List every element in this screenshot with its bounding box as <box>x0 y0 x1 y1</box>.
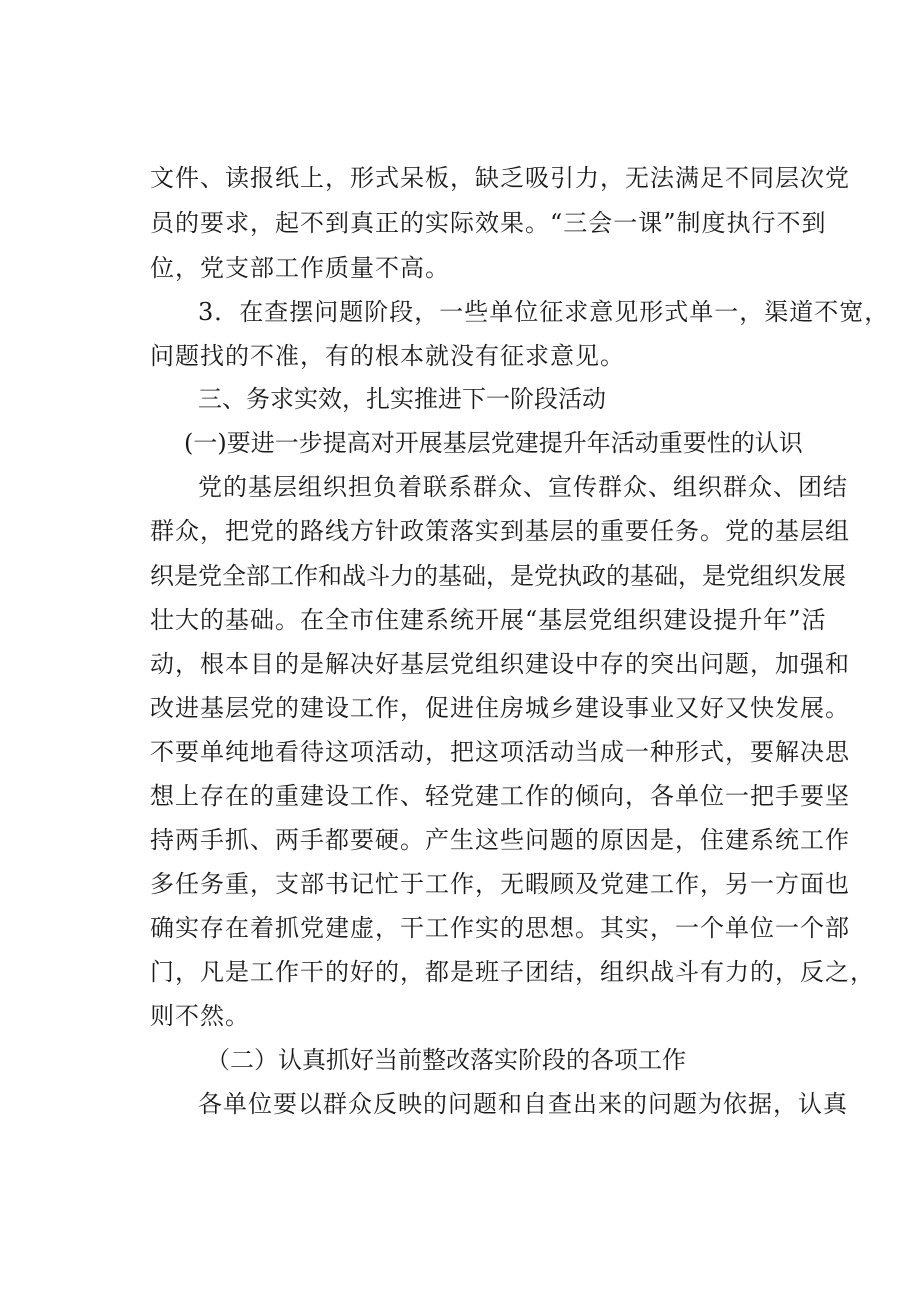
body-text-line: 持两手抓、两手都要硬。产生这些问题的原因是，住建系统工作 <box>150 826 850 854</box>
body-text-line: 织是党全部工作和战斗力的基础，是党执政的基础，是党组织发展 <box>150 562 846 590</box>
list-item-3: 3．在查摆问题阶段，一些单位征求意见形式单一，渠道不宽， <box>198 298 890 326</box>
body-text-line: 员的要求，起不到真正的实际效果。“三会一课”制度执行不到 <box>150 209 827 237</box>
body-text-line: 不要单纯地看待这项活动，把这项活动当成一种形式，要解决思 <box>150 738 850 766</box>
subsection-heading-1: (一)要进一步提高对开展基层党建提升年活动重要性的认识 <box>184 429 803 457</box>
body-text-line: 文件、读报纸上，形式呆板，缺乏吸引力，无法满足不同层次党 <box>150 164 850 192</box>
body-text-line: 多任务重，支部书记忙于工作，无暇顾及党建工作，另一方面也 <box>150 870 850 898</box>
body-text-line: 群众，把党的路线方针政策落实到基层的重要任务。党的基层组 <box>150 517 850 545</box>
paragraph-start: 党的基层组织担负着联系群众、宣传群众、组织群众、团结 <box>198 473 848 501</box>
body-text-line: 门，凡是工作干的好的，都是班子团结，组织战斗有力的，反之， <box>150 958 875 986</box>
body-text-line: 改进基层党的建设工作，促进住房城乡建设事业又好又快发展。 <box>150 694 850 722</box>
body-text-line: 确实存在着抓党建虚，干工作实的思想。其实，一个单位一个部 <box>150 914 850 942</box>
body-text-line: 则不然。 <box>150 1002 250 1030</box>
body-text-line: 位，党支部工作质量不高。 <box>150 254 450 282</box>
body-text-line: 动，根本目的是解决好基层党组织建设中存的突出问题，加强和 <box>150 650 850 678</box>
body-text-line: 想上存在的重建设工作、轻党建工作的倾向，各单位一把手要坚 <box>150 782 850 810</box>
paragraph-start: 各单位要以群众反映的问题和自查出来的问题为依据，认真 <box>198 1090 848 1118</box>
body-text-line: 壮大的基础。在全市住建系统开展“基层党组织建设提升年”活 <box>150 606 827 634</box>
section-heading-3: 三、务求实效，扎实推进下一阶段活动 <box>198 385 606 413</box>
subsection-heading-2: （二）认真抓好当前整改落实阶段的各项工作 <box>206 1046 686 1074</box>
body-text-line: 问题找的不准，有的根本就没有征求意见。 <box>150 342 625 370</box>
